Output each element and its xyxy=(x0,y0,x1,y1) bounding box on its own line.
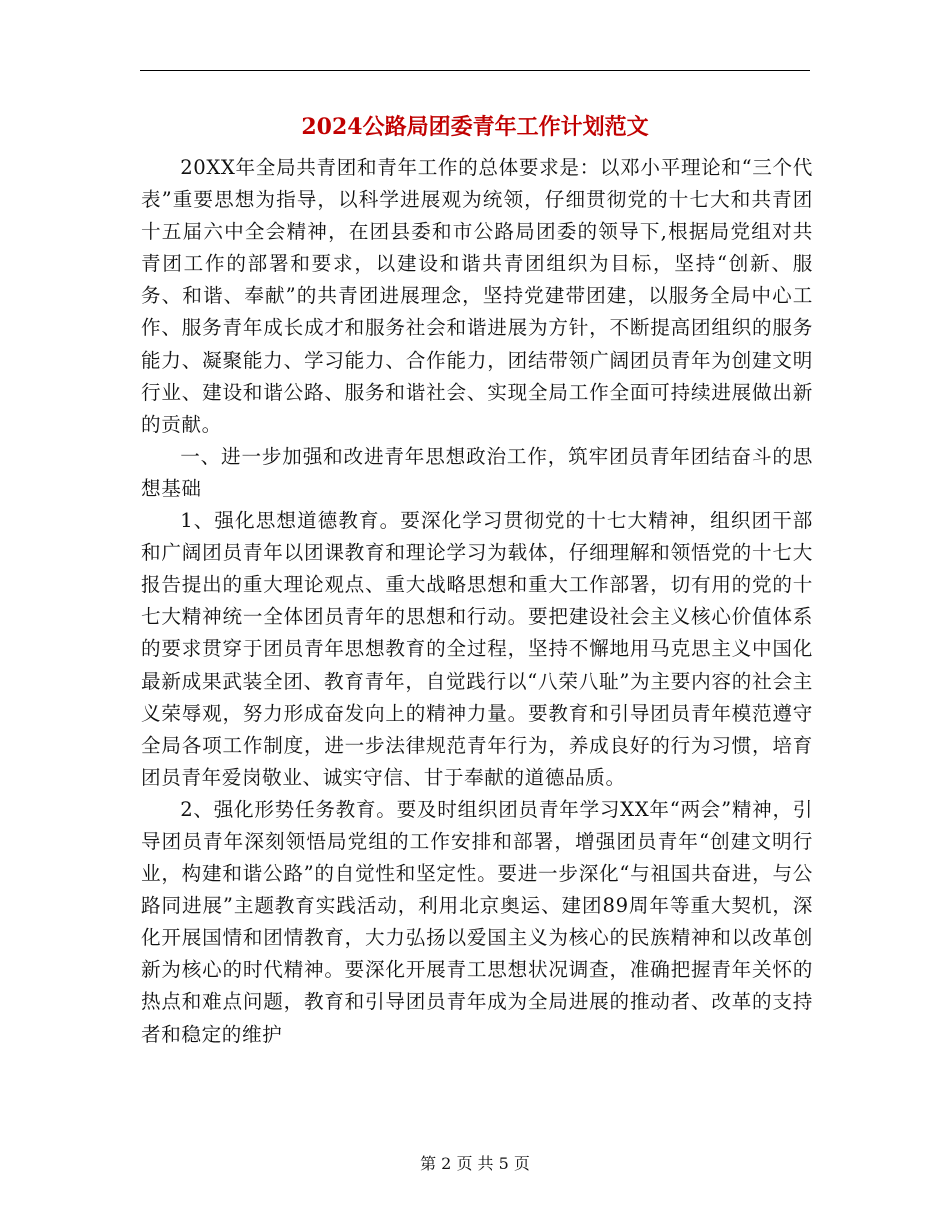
section-heading: 一、进一步加强和改进青年思想政治工作，筑牢团员青年团结奋斗的思想基础 xyxy=(141,444,813,500)
document-title: 2024公路局团委青年工作计划范文 xyxy=(301,114,649,140)
document-body xyxy=(141,152,813,1051)
body-paragraph: 1、强化思想道德教育。要深化学习贯彻党的十七大精神，组织团干部和广阔团员青年以团课教育和理论学习为载体，仔细理解和领悟党的十七大报告提出的重大理论观点、重大战略思想和重大工作部署，切有用的党的十七大精神统一全体团员青年的思想和行动。要把建设社会主义核心价值体系的要求贯穿于团员青年思想教育的全过程，坚持不懈地用马克思主义中国化最新成果武装全团、教育青年，自觉践行以“八荣八耻”为主要内容的社会主义荣辱观，努力形成奋发向上的精神力量。要教育和引导团员青年模范遵守全局各项工作制度，进一步法律规范青年行为，养成良好的行为习惯，培育团员青年爱岗敬业、诚实守信、甘于奉献的道德品质。 xyxy=(141,509,813,789)
body-paragraph: 20XX年全局共青团和青年工作的总体要求是：以邓小平理论和“三个代表”重要思想为指导，以科学进展观为统领，仔细贯彻党的十七大和共青团十五届六中全会精神，在团县委和市公路局团委的领导下,根据局党组对共青团工作的部署和要求，以建设和谐共青团组织为目标，坚持“创新、服务、和谐、奉献”的共青团进展理念，坚持党建带团建，以服务全局中心工作、服务青年成长成才和服务社会和谐进展为方针，不断提高团组织的服务能力、凝聚能力、学习能力、合作能力，团结带领广阔团员青年为创建文明行业、建设和谐公路、服务和谐社会、实现全局工作全面可持续进展做出新的贡献。 xyxy=(141,156,813,436)
body-paragraph: 2、强化形势任务教育。要及时组织团员青年学习XX年“两会”精神，引导团员青年深刻领悟局党组的工作安排和部署，增强团员青年“创建文明行业，构建和谐公路”的自觉性和坚定性。要进一步深化“与祖国共奋进，与公路同进展”主题教育实践活动，利用北京奥运、建团89周年等重大契机，深化开展国情和团情教育，大力弘扬以爱国主义为核心的民族精神和以改革创新为核心的时代精神。要深化开展青工思想状况调查，准确把握青年关怀的热点和难点问题，教育和引导团员青年成为全局进展的推动者、改革的支持者和稳定的维护 xyxy=(141,797,813,1046)
header-rule xyxy=(140,70,810,71)
page-number: 第 2 页 共 5 页 xyxy=(420,1154,530,1173)
